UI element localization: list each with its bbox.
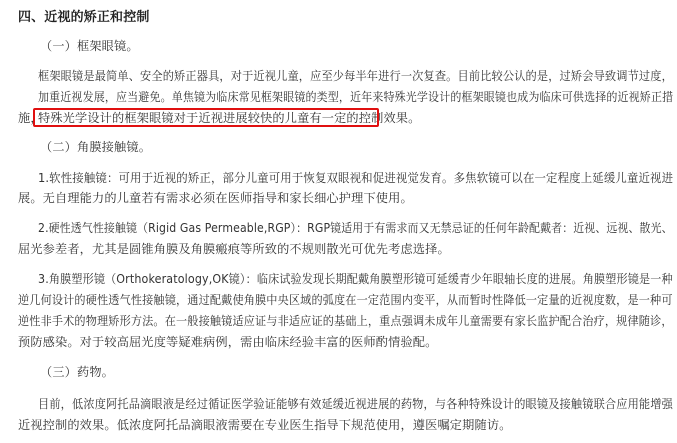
paragraph-line: 1.软性接触镜：可用于近视的矫正，部分儿童可用于恢复双眼视和促进视觉发育。多焦软镜可以在一定程度上延缓儿童近视进	[38, 171, 674, 185]
red-highlight-box	[33, 108, 379, 127]
paragraph-line: 加重近视发展，应当避免。单焦镜为临床常见框架眼镜的类型，近年来特殊光学设计的框架眼镜也成为临床可供选择的近视矫正措	[38, 90, 674, 104]
paragraph-line: 2.硬性透气性接触镜（Rigid Gas Permeable,RGP）：RGP镜适用于有需求而又无禁忌证的任何年龄配戴者：近视、远视、散光、	[38, 221, 673, 235]
paragraph-line: 逆几何设计的硬性透气性接触镜，通过配戴使角膜中央区域的弧度在一定范围内变平，从而暂时性降低一定量的近视度数，是一种可	[18, 293, 673, 307]
subsection-title-drugs: （三）药物。	[40, 365, 115, 379]
subsection-title-contact-lenses: （二）角膜接触镜。	[40, 140, 152, 154]
paragraph-line: 预防感染。对于较高屈光度等疑难病例，需由临床经验丰富的医师酌情验配。	[18, 335, 438, 349]
paragraph-line: 目前，低浓度阿托品滴眼液是经过循证医学验证能够有效延缓近视进展的药物，与各种特殊设计的眼镜及接触镜联合应用能增强	[38, 397, 673, 411]
paragraph-line: 框架眼镜是最简单、安全的矫正器具，对于近视儿童，应至少每半年进行一次复查。目前比较公认的是，过矫会导致调节过度，	[38, 69, 673, 83]
paragraph-line: 展。无自理能力的儿童若有需求必须在医师指导和家长细心护理下使用。	[18, 191, 413, 205]
highlighted-sentence: 特殊光学设计的框架眼镜对于近视进展较快的儿童有一定的控制效果。	[38, 111, 421, 125]
paragraph-line: 施，	[18, 111, 43, 125]
paragraph-line: 3.角膜塑形镜（Orthokeratology,OK镜）：临床试验发现长期配戴角膜塑形镜可延缓青少年眼轴长度的进展。角膜塑形镜是一种	[38, 272, 673, 286]
paragraph-line: 近视控制的效果。低浓度阿托品滴眼液需要在专业医生指导下规范使用，遵医嘱定期随访。	[18, 418, 512, 432]
paragraph-line: 屈光参差者，尤其是圆锥角膜及角膜瘢痕等所致的不规则散光可优先考虑选择。	[18, 242, 450, 256]
paragraph-line: 逆性非手术的物理矫形方法。在一般接触镜适应证与非适应证的基础上，重点强调未成年儿童需要有家长监护配合治疗，规律随诊，	[18, 314, 673, 328]
section-heading: 四、近视的矫正和控制	[18, 10, 150, 25]
subsection-title-frame-glasses: （一）框架眼镜。	[40, 39, 139, 53]
